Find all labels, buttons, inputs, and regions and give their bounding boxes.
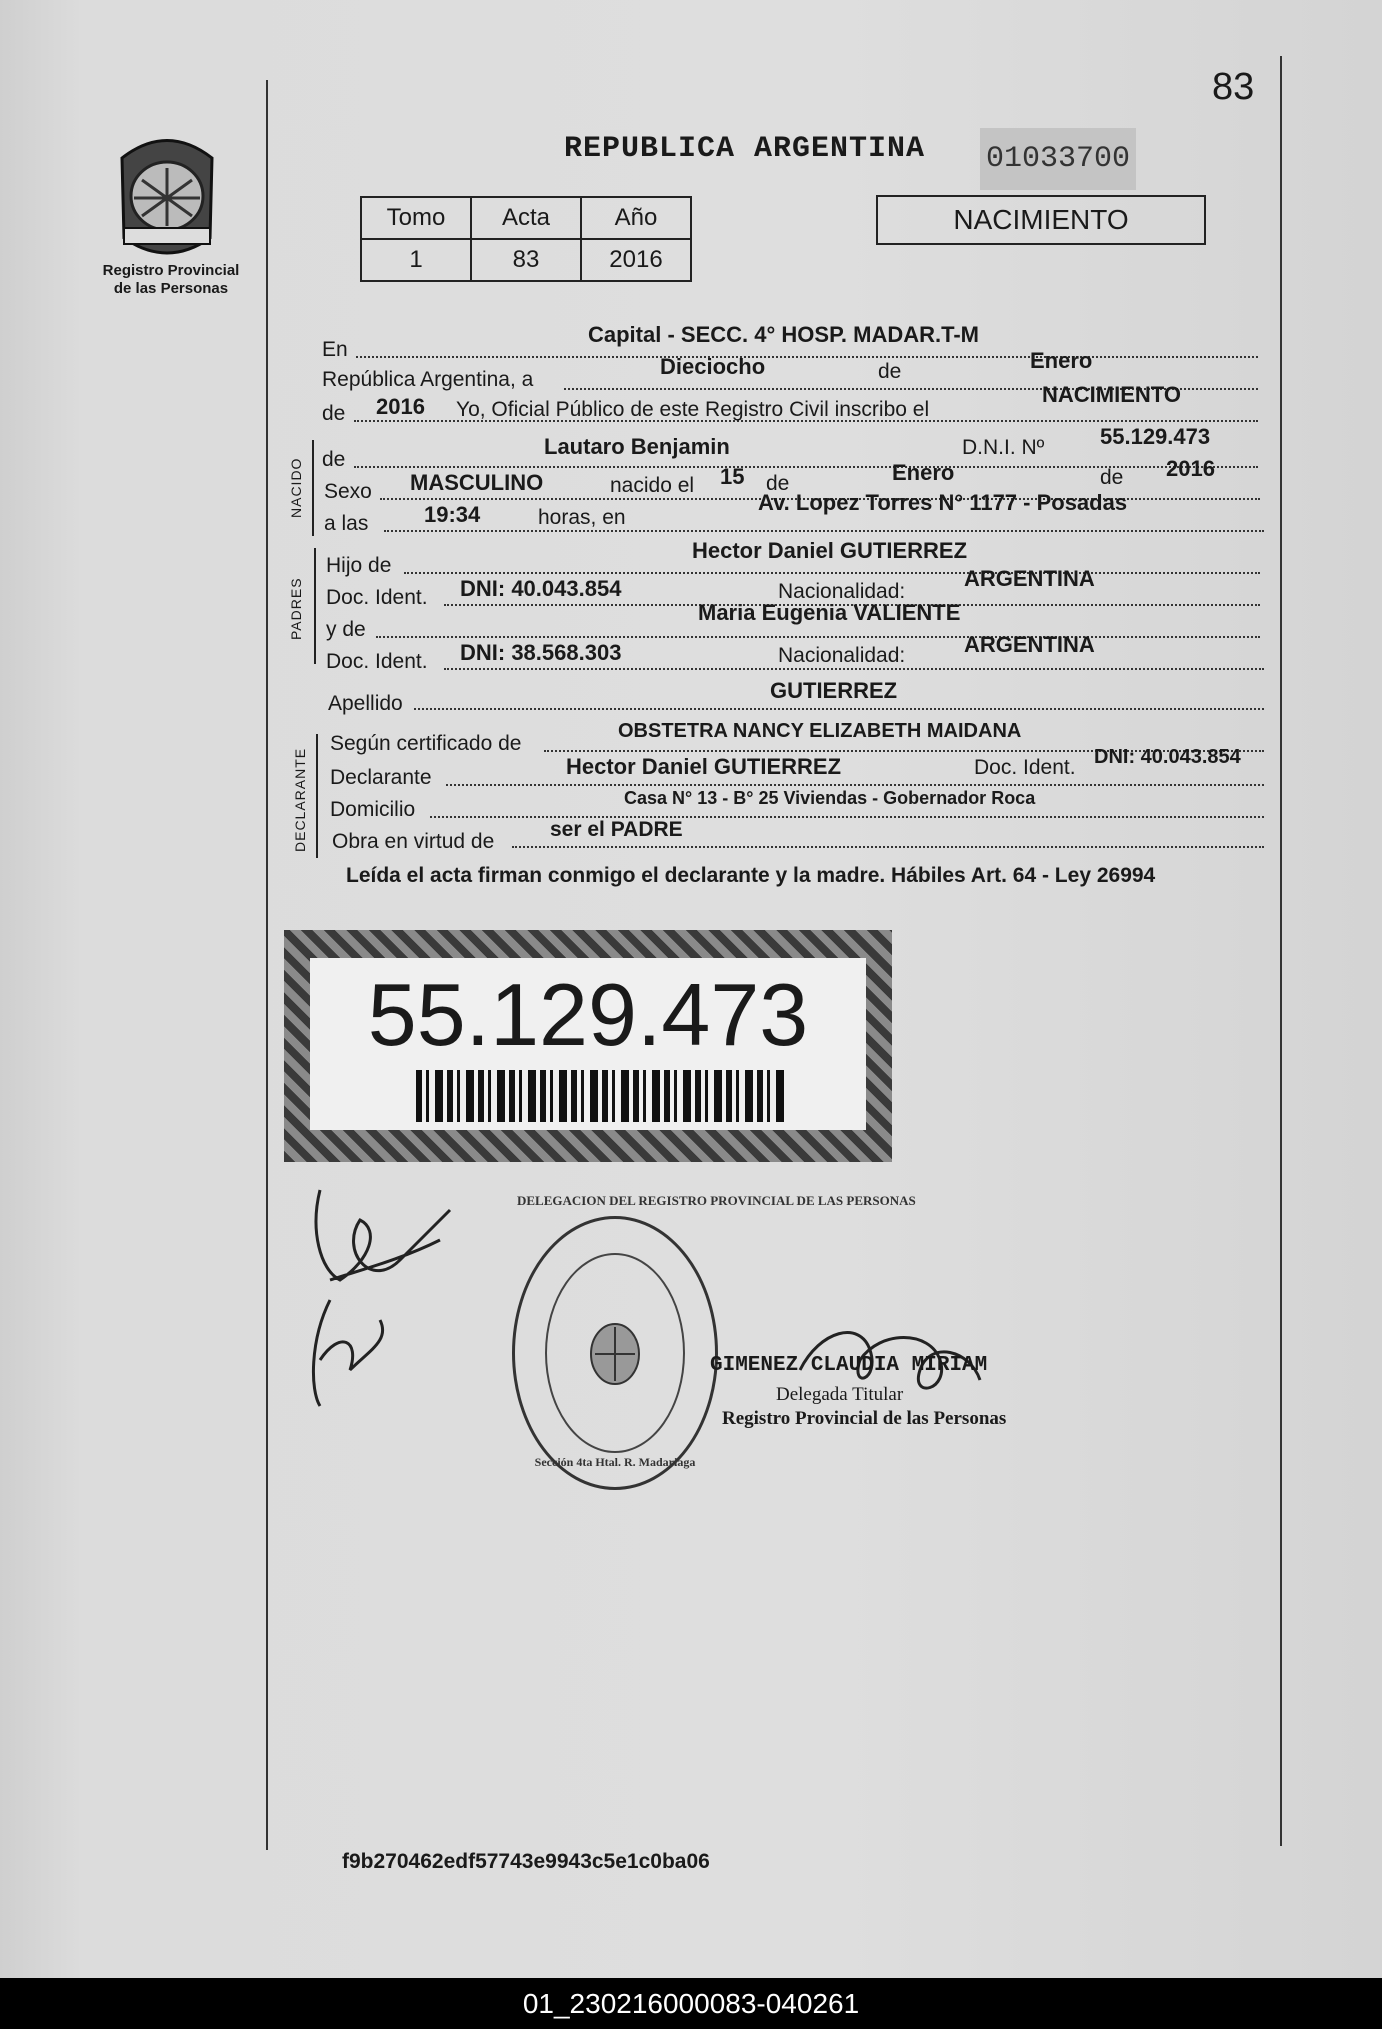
right-margin-line bbox=[1280, 56, 1282, 1846]
mother-doc-value: DNI: 38.568.303 bbox=[460, 640, 622, 665]
label-oficial: Yo, Oficial Público de este Registro Civil inscribo el bbox=[456, 398, 930, 421]
dotted-line bbox=[444, 668, 1264, 670]
official-organization: Registro Provincial de las Personas bbox=[722, 1408, 1007, 1429]
serial-number: 01033700 bbox=[980, 128, 1136, 190]
province-seal-logo bbox=[112, 128, 222, 258]
nacido-bracket bbox=[312, 440, 314, 536]
label-doc-ident-mother: Doc. Ident. bbox=[326, 650, 428, 673]
label-y-de: y de bbox=[326, 618, 366, 641]
label-de: de bbox=[878, 360, 902, 383]
birth-month-value: Enero bbox=[892, 460, 955, 485]
legal-statement: Leída el acta firman conmigo el declarante y la madre. Hábiles Art. 64 - Ley 26994 bbox=[346, 864, 1156, 887]
official-name: GIMENEZ CLAUDIA MIRIAM bbox=[710, 1354, 988, 1377]
birth-year-value: 2016 bbox=[1166, 456, 1215, 481]
side-label-padres: PADRES bbox=[288, 577, 304, 640]
left-margin-line bbox=[266, 80, 268, 1850]
sex-value: MASCULINO bbox=[410, 470, 544, 495]
year-value: 2016 bbox=[376, 394, 425, 419]
scan-footer-id: 01_230216000083-040261 bbox=[0, 1978, 1382, 2029]
label-de-month: de bbox=[766, 472, 790, 495]
stamp-crest-icon bbox=[585, 1319, 645, 1389]
dotted-line bbox=[356, 356, 1258, 358]
father-name-value: Hector Daniel GUTIERREZ bbox=[692, 538, 968, 563]
declarant-name-value: Hector Daniel GUTIERREZ bbox=[566, 754, 842, 779]
address-value: Casa N° 13 - B° 25 Viviendas - Gobernador Roca bbox=[624, 788, 1036, 808]
dotted-line bbox=[446, 784, 1264, 786]
anio-value: 2016 bbox=[581, 239, 691, 281]
day-text-value: Dieciocho bbox=[660, 354, 766, 379]
tomo-acta-anio-table bbox=[360, 196, 692, 282]
reason-value: ser el PADRE bbox=[550, 818, 683, 841]
label-dni: D.N.I. Nº bbox=[962, 436, 1045, 459]
place-value: Capital - SECC. 4° HOSP. MADAR.T-M bbox=[588, 322, 979, 347]
label-doc-ident-declarant: Doc. Ident. bbox=[974, 756, 1076, 779]
dotted-line bbox=[404, 572, 1260, 574]
dotted-line bbox=[384, 530, 1264, 532]
acta-header: Acta bbox=[471, 197, 581, 239]
sticker-label bbox=[310, 958, 866, 1130]
mother-name-value: Maria Eugenia VALIENTE bbox=[698, 600, 961, 625]
month-value: Enero bbox=[1030, 348, 1093, 373]
label-obra-en-virtud: Obra en virtud de bbox=[332, 830, 495, 853]
document-title: REPUBLICA ARGENTINA bbox=[564, 132, 926, 166]
stamp-inner-text: Sección 4ta Htal. R. Madariaga bbox=[534, 1455, 696, 1469]
side-label-nacido: NACIDO bbox=[288, 457, 304, 518]
label-nacionalidad-mother: Nacionalidad: bbox=[778, 644, 906, 667]
declarant-signature bbox=[300, 1170, 480, 1410]
child-name-value: Lautaro Benjamin bbox=[544, 434, 730, 459]
label-sexo: Sexo bbox=[324, 480, 372, 503]
label-horas-en: horas, en bbox=[538, 506, 626, 529]
document-hash: f9b270462edf57743e9943c5e1c0ba06 bbox=[342, 1850, 710, 1873]
label-nacionalidad-father: Nacionalidad: bbox=[778, 580, 906, 603]
declarante-bracket bbox=[316, 734, 318, 858]
dotted-line bbox=[376, 636, 1260, 638]
birth-day-value: 15 bbox=[720, 464, 745, 489]
label-domicilio: Domicilio bbox=[330, 798, 416, 821]
declarant-doc-value: DNI: 40.043.854 bbox=[1094, 746, 1241, 768]
dotted-line bbox=[414, 708, 1264, 710]
act-type-box: NACIMIENTO bbox=[876, 195, 1206, 245]
barcode bbox=[416, 1070, 786, 1122]
child-dni-value: 55.129.473 bbox=[1100, 424, 1211, 449]
tomo-header: Tomo bbox=[361, 197, 471, 239]
id-sticker bbox=[284, 930, 892, 1162]
label-apellido: Apellido bbox=[328, 692, 403, 715]
certificate-value: OBSTETRA NANCY ELIZABETH MAIDANA bbox=[618, 720, 1022, 742]
acta-value: 83 bbox=[471, 239, 581, 281]
mother-nationality-value: ARGENTINA bbox=[964, 632, 1095, 657]
label-en: En bbox=[322, 338, 348, 361]
label-nombre: de bbox=[322, 448, 346, 471]
page-number: 83 bbox=[1212, 66, 1255, 108]
anio-header: Año bbox=[581, 197, 691, 239]
birth-place-value: Av. Lopez Torres N° 1177 - Posadas bbox=[758, 490, 1128, 515]
tomo-value: 1 bbox=[361, 239, 471, 281]
registry-caption: Registro Provincial de las Personas bbox=[102, 262, 240, 297]
sticker-number: 55.129.473 bbox=[367, 965, 809, 1064]
official-role: Delegada Titular bbox=[776, 1384, 904, 1405]
label-de-birth-year: de bbox=[1100, 466, 1124, 489]
label-declarante: Declarante bbox=[330, 766, 432, 789]
label-de-year: de bbox=[322, 402, 346, 425]
side-label-declarante: DECLARANTE bbox=[292, 747, 308, 852]
birth-time-value: 19:34 bbox=[424, 502, 481, 527]
father-nationality-value: ARGENTINA bbox=[964, 566, 1095, 591]
label-republica: República Argentina, a bbox=[322, 368, 534, 391]
label-nacido-el: nacido el bbox=[610, 474, 695, 497]
label-doc-ident-father: Doc. Ident. bbox=[326, 586, 428, 609]
label-a-las: a las bbox=[324, 512, 369, 535]
padres-bracket bbox=[314, 548, 316, 664]
label-hijo-de: Hijo de bbox=[326, 554, 392, 577]
dotted-line bbox=[512, 846, 1264, 848]
label-segun-certificado: Según certificado de bbox=[330, 732, 522, 755]
stamp-outer-text: DELEGACION DEL REGISTRO PROVINCIAL DE LAS PERSONAS bbox=[517, 1193, 916, 1208]
surname-value: GUTIERREZ bbox=[770, 678, 898, 703]
father-doc-value: DNI: 40.043.854 bbox=[460, 576, 622, 601]
record-type-value: NACIMIENTO bbox=[1042, 382, 1181, 407]
